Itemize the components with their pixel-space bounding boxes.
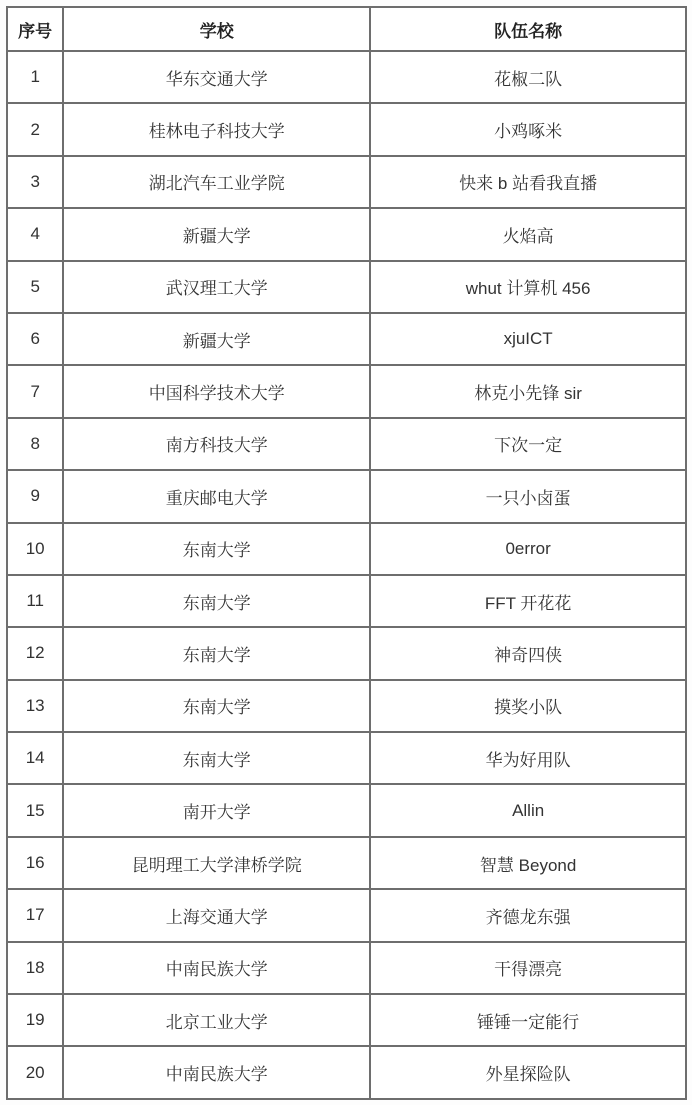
index-cell: 15 (7, 784, 63, 836)
team-cell: 0error (370, 523, 686, 575)
table-row (7, 156, 686, 208)
table-row (7, 627, 686, 679)
team-cell: 锤锤一定能行 (370, 994, 686, 1046)
school-cell: 桂林电子科技大学 (63, 103, 370, 155)
school-cell: 东南大学 (63, 575, 370, 627)
table-row (7, 889, 686, 941)
index-cell: 9 (7, 470, 63, 522)
table-row (7, 470, 686, 522)
index-cell: 17 (7, 889, 63, 941)
team-cell: 下次一定 (370, 418, 686, 470)
index-cell: 1 (7, 51, 63, 103)
table-row (7, 1046, 686, 1099)
school-cell: 东南大学 (63, 732, 370, 784)
table-body (7, 51, 686, 1099)
school-cell: 南开大学 (63, 784, 370, 836)
index-cell: 2 (7, 103, 63, 155)
school-cell: 武汉理工大学 (63, 261, 370, 313)
table-row (7, 51, 686, 103)
school-cell: 中国科学技术大学 (63, 365, 370, 417)
school-cell: 中南民族大学 (63, 942, 370, 994)
header-row (7, 7, 686, 51)
index-cell: 5 (7, 261, 63, 313)
school-cell: 华东交通大学 (63, 51, 370, 103)
table-row (7, 680, 686, 732)
table-row (7, 994, 686, 1046)
index-cell: 12 (7, 627, 63, 679)
index-cell: 6 (7, 313, 63, 365)
index-cell: 13 (7, 680, 63, 732)
team-cell: xjuICT (370, 313, 686, 365)
team-cell: 花椒二队 (370, 51, 686, 103)
school-cell: 新疆大学 (63, 313, 370, 365)
table-row (7, 732, 686, 784)
header-cell-school: 学校 (63, 7, 370, 51)
school-cell: 上海交通大学 (63, 889, 370, 941)
team-cell: 小鸡啄米 (370, 103, 686, 155)
school-cell: 东南大学 (63, 627, 370, 679)
school-cell: 东南大学 (63, 523, 370, 575)
table-row (7, 261, 686, 313)
team-cell: 华为好用队 (370, 732, 686, 784)
team-cell: 摸奖小队 (370, 680, 686, 732)
table-row (7, 313, 686, 365)
team-cell: whut 计算机 456 (370, 261, 686, 313)
index-cell: 18 (7, 942, 63, 994)
table-header (7, 7, 686, 51)
index-cell: 19 (7, 994, 63, 1046)
school-cell: 中南民族大学 (63, 1046, 370, 1099)
index-cell: 20 (7, 1046, 63, 1099)
index-cell: 4 (7, 208, 63, 260)
team-cell: 神奇四侠 (370, 627, 686, 679)
team-cell: 火焰高 (370, 208, 686, 260)
team-cell: FFT 开花花 (370, 575, 686, 627)
team-cell: 齐德龙东强 (370, 889, 686, 941)
index-cell: 10 (7, 523, 63, 575)
team-cell: 外星探险队 (370, 1046, 686, 1099)
index-cell: 3 (7, 156, 63, 208)
teams-table (6, 6, 687, 1100)
table-row (7, 784, 686, 836)
school-cell: 湖北汽车工业学院 (63, 156, 370, 208)
team-cell: 一只小卤蛋 (370, 470, 686, 522)
index-cell: 8 (7, 418, 63, 470)
team-cell: 干得漂亮 (370, 942, 686, 994)
table-row (7, 942, 686, 994)
header-cell-index: 序号 (7, 7, 63, 51)
table-row (7, 837, 686, 889)
school-cell: 新疆大学 (63, 208, 370, 260)
table-row (7, 208, 686, 260)
index-cell: 7 (7, 365, 63, 417)
school-cell: 重庆邮电大学 (63, 470, 370, 522)
header-cell-team: 队伍名称 (370, 7, 686, 51)
school-cell: 北京工业大学 (63, 994, 370, 1046)
school-cell: 南方科技大学 (63, 418, 370, 470)
team-cell: 智慧 Beyond (370, 837, 686, 889)
index-cell: 16 (7, 837, 63, 889)
table-row (7, 103, 686, 155)
team-cell: 快来 b 站看我直播 (370, 156, 686, 208)
table-row (7, 418, 686, 470)
index-cell: 14 (7, 732, 63, 784)
team-cell: 林克小先锋 sir (370, 365, 686, 417)
table-row (7, 523, 686, 575)
table-row (7, 365, 686, 417)
school-cell: 东南大学 (63, 680, 370, 732)
table-row (7, 575, 686, 627)
team-cell: Allin (370, 784, 686, 836)
school-cell: 昆明理工大学津桥学院 (63, 837, 370, 889)
index-cell: 11 (7, 575, 63, 627)
